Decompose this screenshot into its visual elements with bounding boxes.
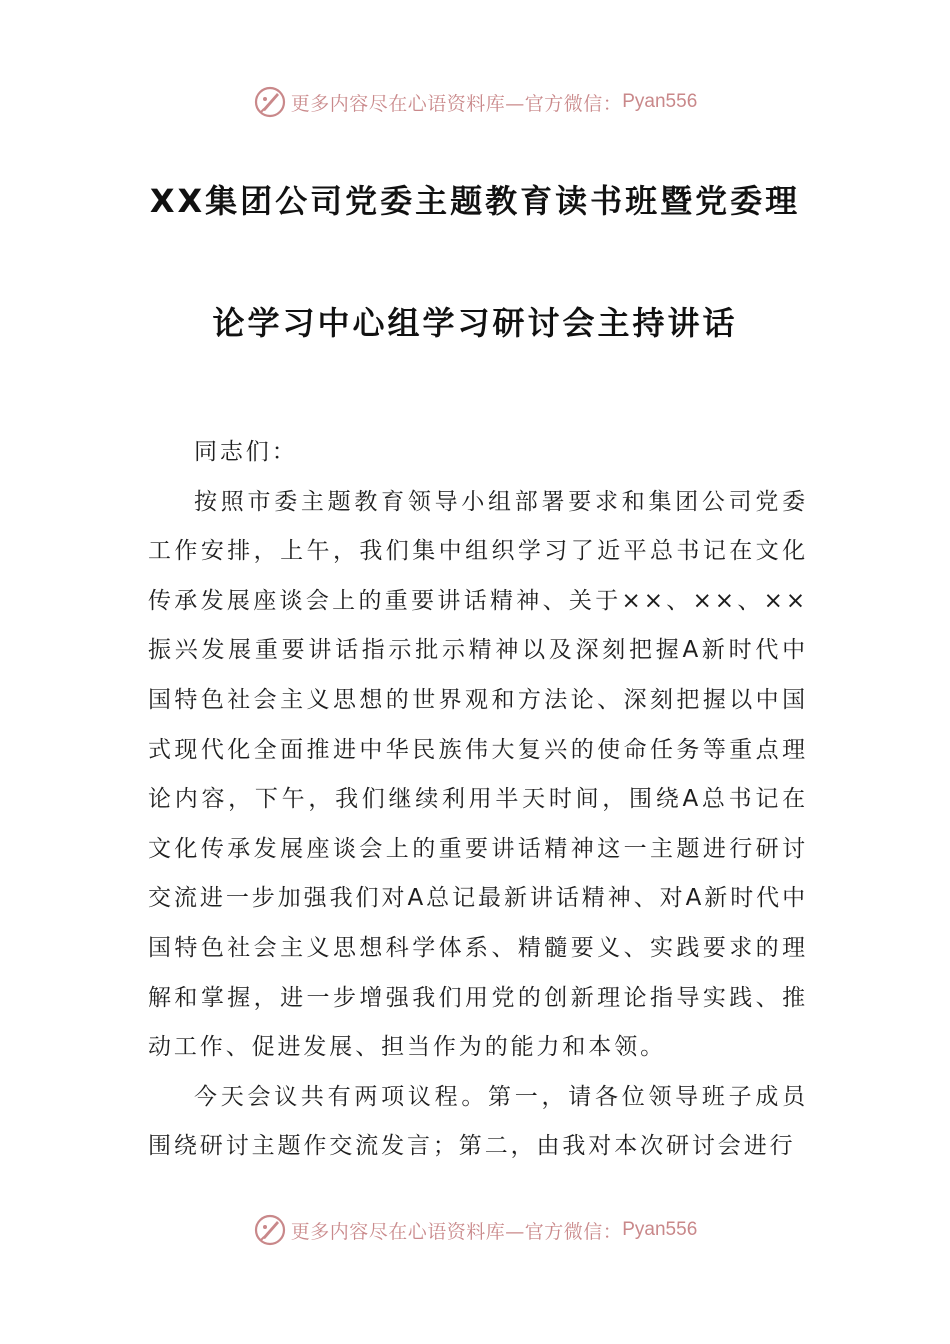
watermark-text: 更多内容尽在心语资料库—官方微信： [290, 92, 623, 115]
document-title-line-2: 论学习中心组学习研讨会主持讲话 [212, 304, 738, 342]
paragraph: 按照市委主题教育领导小组部署要求和集团公司党委工作安排，上午，我们集中组织学习了近平总书记在文化传承发展座谈会上的重要讲话精神、关于××、××、××振兴发展重要讲话指示批示精神以及深刻把握A新时代中国特色社会主义思想的世界观和方法论、深刻把握以中国式现代化全面推进中华民族伟大复兴的使命任务等重点理论内容，下午，我们继续利用半天时间，围绕A总书记在文化传承发展座谈会上的重要讲话精神这一主题进行研讨交流进一步加强我们对A总记最新讲话精神、对A新时代中国特色社会主义思想科学体系、精髓要义、实践要求的理解和掌握，进一步增强我们用党的创新理论指导实践、推动工作、促进发展、担当作为的能力和本领。 [148, 488, 808, 1061]
watermark-banner-bottom [0, 1210, 950, 1250]
watermark-wechat-id: Pyan556 [622, 91, 698, 112]
document-body [148, 428, 808, 1172]
watermark-banner-top [0, 82, 950, 122]
paragraph: 今天会议共有两项议程。第一，请各位领导班子成员围绕研讨主题作交流发言；第二，由我对本次研讨会进行 [148, 1083, 808, 1160]
quill-logo-icon [253, 1213, 287, 1247]
watermark-wechat-id: Pyan556 [622, 1219, 698, 1240]
quill-logo-icon [253, 85, 287, 119]
watermark-text: 更多内容尽在心语资料库—官方微信： [290, 1220, 623, 1243]
salutation: 同志们： [194, 439, 298, 465]
document-title-line-1: XX集团公司党委主题教育读书班暨党委理 [149, 182, 801, 220]
